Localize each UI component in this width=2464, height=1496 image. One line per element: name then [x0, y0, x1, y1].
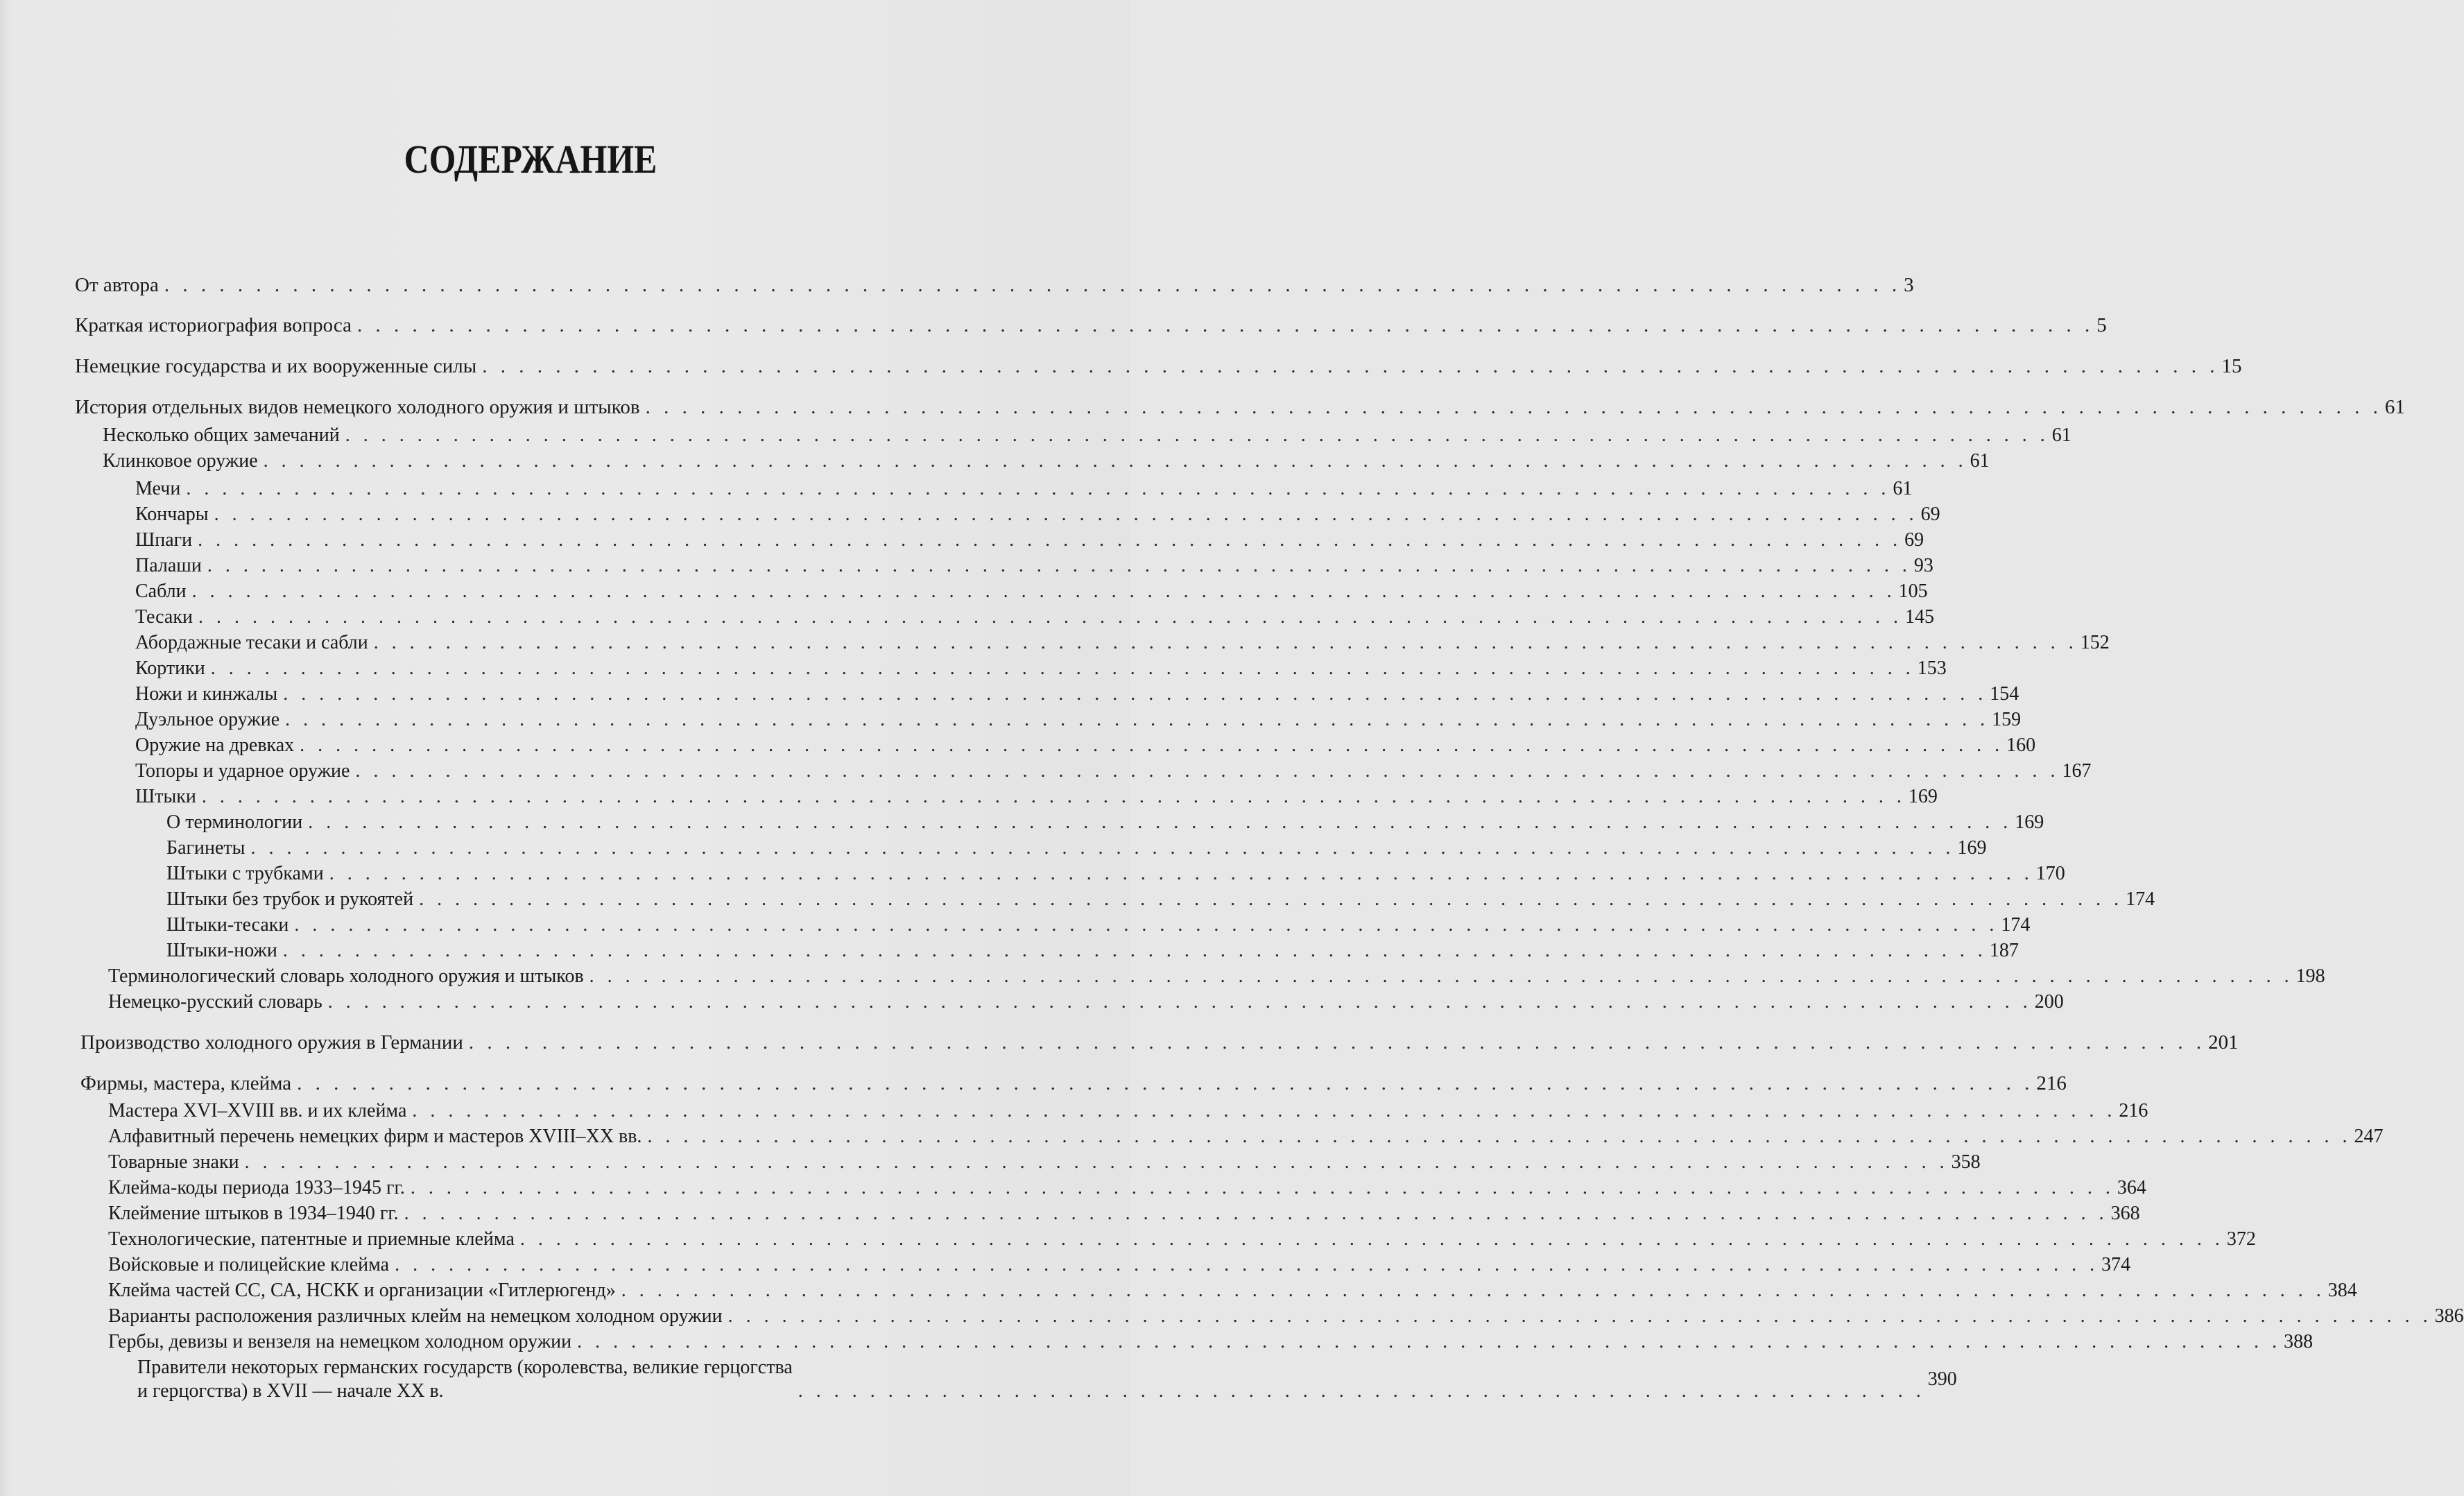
toc-entry-page: 152 — [2080, 632, 2110, 653]
toc-entry — [135, 554, 1933, 578]
toc-entry-page: 105 — [1898, 581, 1928, 602]
dot-leader: . . . . . . . . . . . . . . . . . . . . . . . . . . . . . . . . . . . . . . . . . . . . . . . . . . . . . . . . . . . . . . . . . . . . . . . . . . . . . . . . . . . . . . . . . . . . . . . — [345, 424, 2049, 446]
toc-entry-page: 15 — [2221, 355, 2242, 377]
toc-entry-label: Топоры и ударное оружие — [135, 760, 350, 782]
dot-leader: . . . . . . . . . . . . . . . . . . . . . . . . . . . . . . . . . . . . . . . . . . . . . . . . . . . . . . . . . . . . . . . . . . . . . . . . . . . . . . . . . . . . . . . . . . . . . . . — [282, 940, 1987, 961]
dot-leader: . . . . . . . . . . . . . . . . . . . . . . . . . . . . . . . . . . . . . . . . . . . . . . . . . . . . . . . . . . . . . . . . . . . . . . . . . . . . . . . . . . . . . . . . . . . . . . . — [191, 581, 1896, 602]
toc-entry — [166, 939, 2019, 963]
toc-entry-label: Мечи — [135, 478, 181, 499]
toc-entry-label: Тесаки — [135, 606, 193, 628]
toc-entry-label: Оружие на древках — [135, 734, 295, 756]
toc-entry — [166, 862, 2065, 886]
toc-entry-label: Алфавитный перечень немецких фирм и мастеров XVIII–XX вв. — [108, 1126, 642, 1147]
dot-leader: . . . . . . . . . . . . . . . . . . . . . . . . . . . . . . . . . . . . . . . . . . . . . . . . . . . . . . . . . . . . . . . . . . . . . . . . . . . . . . . . . . . . . . . . . . . . . . . — [410, 1177, 2114, 1198]
toc-entry — [108, 1202, 2140, 1226]
dot-leader: . . . . . . . . . . . . . . . . . . . . . . . . . . . . . . . . . . . . . . . . . . . . . . . . . . . . . . . . . . . . . . . . . . . . . . . . . . . . . . . . . . . . . . . . . . . . . . . — [201, 786, 1906, 807]
toc-entry-page: 174 — [2001, 914, 2031, 936]
toc-entry-label: Производство холодного оружия в Германии — [80, 1031, 463, 1054]
toc-entry-page: 200 — [2034, 991, 2064, 1013]
toc-entry — [108, 1151, 1981, 1174]
dot-leader: . . . . . . . . . . . . . . . . . . . . . . . . . . . . . . . . . . . . . . . . . . . . . . . . . . . . . . . . . . . . . . . . . . . . . . . . . . . . . . . . . . . . . . . . . . . . . . . — [412, 1100, 2117, 1121]
toc-entry-page: 198 — [2295, 965, 2325, 987]
toc-entry — [108, 965, 2325, 988]
toc-entry-label: Клинковое оружие — [103, 450, 258, 472]
dot-leader: . . . . . . . . . . . . . . . . . . . . . . . . . . . . . . . . . . . . . . . . . . . . . . . . . . . . . . . . . . . . . . . . . . . . . . . . . . . . . . . . . . . . . . . . . . . . . . . — [621, 1280, 2325, 1301]
toc-entry-page: 169 — [1908, 786, 1938, 807]
toc-entry-page: 174 — [2126, 888, 2155, 910]
toc-entry-label: Кортики — [135, 657, 205, 679]
toc-entry-label: Клеймение штыков в 1934–1940 гг. — [108, 1203, 399, 1224]
toc-entry — [80, 1031, 2239, 1054]
toc-entry — [108, 1125, 2384, 1149]
toc-entry-page: 201 — [2208, 1031, 2239, 1054]
toc-entry-page: 61 — [1970, 450, 1990, 472]
toc-entry-label: Ножи и кинжалы — [135, 683, 278, 705]
dot-leader: . . . . . . . . . . . . . . . . . . . . . . . . . . . . . . . . . . . . . . . . . . . . . . . . . . . . . . . . . . . . . . . . . . . . . . . . . . . . . . . . . . . . . . . . . . . . . . . — [294, 914, 1999, 936]
dot-leader: . . . . . . . . . . . . . . . . . . . . . . . . . . . . . . . . . . . . . . . . . . . . . . . . . . . . . . . . . . . . . . . . . . . . . . . . . . . . . . . . . . . . . . . . . . . . . . . — [373, 632, 2078, 653]
toc-entry-page: 368 — [2110, 1203, 2140, 1224]
toc-entry — [108, 1099, 2148, 1123]
toc-entry-page: 169 — [2015, 811, 2044, 833]
toc-entry-label: Штыки — [135, 786, 196, 807]
toc-entry — [137, 1356, 1957, 1403]
toc-entry-page: 160 — [2006, 734, 2036, 756]
dot-leader: . . . . . . . . . . . . . . . . . . . . . . . . . . . . . . . . . . . . . . . . . . . . . . . . . . . . . . . . . . . . . . . . . . . . . . . . . . . . . . . . . . . . . . . . . . . . . . . — [308, 811, 2013, 833]
toc-entry — [75, 395, 2405, 419]
toc-entry-label — [137, 1356, 793, 1403]
toc-entry-page: 69 — [1904, 529, 1924, 551]
toc-entry — [135, 708, 2022, 732]
toc-entry — [103, 449, 1990, 473]
toc-entry — [166, 811, 2044, 834]
dot-leader: . . . . . . . . . . . . . . . . . . . . . . . . . . . . . . . . . . . . . . . . . . . . . . . . . . . . . . . . . . . . . . . . . . . . . . . . . . . . . . . . . . . . . . . . . . . . . . . — [283, 683, 1988, 705]
dot-leader: . . . . . . . . . . . . . . . . . . . . . . . . . . . . . . . . . . . . . . . . . . . . . . . . . . . . . . . . . . . . . . . . . . . . . . . . . . . . . . . . . . . . . . . . . . . . . . . — [327, 991, 2032, 1013]
toc-entry-page: 247 — [2354, 1126, 2384, 1147]
toc-entry-label: Немецкие государства и их вооруженные силы — [75, 355, 477, 377]
toc-entry-label: Мастера XVI–XVIII вв. и их клейма — [108, 1100, 407, 1121]
toc-entry — [108, 1279, 2357, 1302]
toc-entry — [80, 1072, 2067, 1095]
toc-entry — [135, 528, 1924, 552]
toc-entry-label: Шпаги — [135, 529, 193, 551]
toc-entry-label: Штыки без трубок и рукоятей — [166, 888, 414, 910]
dot-leader: . . . . . . . . . . . . . . . . . . . . . . . . . . . . . . . . . . . . . . . . . . . . . . . . . . . . . . . . . . . . . . . . . . . . . . . . . . . . . . . . . . . . . . . . . . . . . . . — [727, 1305, 2432, 1327]
toc-entry-page: 159 — [1992, 709, 2022, 730]
toc-entry — [135, 682, 2019, 706]
toc-entry — [108, 1176, 2146, 1200]
dot-leader: . . . . . . . . . . . . . . . . . . . . . . . . . . . . . . . . . . . . . . . . . . . . . . . . . . . . . . . . . . . . . . . . . . . . . . . . . . . . . . . . . . . . . . . . . . . . . . . — [645, 396, 2382, 418]
dot-leader: . . . . . . . . . . . . . . . . . . . . . . . . . . . . . . . . . . . . . . . . . . . . . . . . . . . . . . . . . . . . . . . . . . . . . . . . . . . . . . . . . . . . . . . . . . . . . . . — [300, 734, 2004, 756]
toc-entry-label: Абордажные тесаки и сабли — [135, 632, 368, 653]
toc-entry-page: 5 — [2096, 314, 2107, 336]
toc-entry — [135, 734, 2036, 757]
toc-entry-label: Клейма-коды периода 1933–1945 гг. — [108, 1177, 405, 1198]
toc-entry — [135, 631, 2110, 655]
toc-entry-label: Сабли — [135, 581, 187, 602]
toc-entry-page: 169 — [1957, 837, 1987, 859]
toc-entry — [108, 1228, 2256, 1251]
toc-entry — [75, 313, 2107, 337]
toc-entry-page: 61 — [1893, 478, 1913, 499]
toc-entry-label: Краткая историография вопроса — [75, 314, 352, 336]
page-title: СОДЕРЖАНИЕ — [404, 137, 657, 182]
toc-entry-label: От автора — [75, 274, 159, 296]
dot-leader: . . . . . . . . . . . . . . . . . . . . . . . . . . . . . . . . . . . . . . . . . . . . . . . . . . . . . . . . . . . . . . . . . . . . . . . . . . . . . . . . . . . . . . . . . . . . . . . — [356, 314, 2094, 336]
toc-entry-label: Варианты расположения различных клейм на немецком холодном оружии — [108, 1305, 723, 1327]
dot-leader: . . . . . . . . . . . . . . . . . . . . . . . . . . . . . . . . . . . . . . . . . . . . . . . . . . . . . . . . . . . . . . . — [798, 1380, 1925, 1402]
toc-entry — [166, 836, 1987, 860]
toc-entry-page: 154 — [1990, 683, 2019, 705]
toc-entry-label: Палаши — [135, 555, 202, 576]
toc-entry — [166, 888, 2155, 911]
toc-entry — [75, 354, 2242, 378]
toc-entry-label: О терминологии — [166, 811, 303, 833]
toc-entry-label: Товарные знаки — [108, 1151, 239, 1173]
toc-entry-page: 93 — [1913, 555, 1933, 576]
toc-entry-label: Немецко-русский словарь — [108, 991, 322, 1013]
dot-leader: . . . . . . . . . . . . . . . . . . . . . . . . . . . . . . . . . . . . . . . . . . . . . . . . . . . . . . . . . . . . . . . . . . . . . . . . . . . . . . . . . . . . . . . . . . . . . . . — [329, 863, 2033, 884]
dot-leader: . . . . . . . . . . . . . . . . . . . . . . . . . . . . . . . . . . . . . . . . . . . . . . . . . . . . . . . . . . . . . . . . . . . . . . . . . . . . . . . . . . . . . . . . . . . . . . . — [250, 837, 1955, 859]
toc-entry-page: 374 — [2101, 1254, 2131, 1275]
toc-entry — [135, 503, 1940, 526]
toc-entry-page: 69 — [1920, 504, 1940, 525]
toc-entry-page: 187 — [1989, 940, 2019, 961]
dot-leader: . . . . . . . . . . . . . . . . . . . . . . . . . . . . . . . . . . . . . . . . . . . . . . . . . . . . . . . . . . . . . . . . . . . . . . . . . . . . . . . . . . . . . . . . . . . . . . . — [482, 355, 2219, 377]
toc-entry-label: Технологические, патентные и приемные клейма — [108, 1228, 515, 1250]
toc-entry-label: Несколько общих замечаний — [103, 424, 340, 446]
dot-leader: . . . . . . . . . . . . . . . . . . . . . . . . . . . . . . . . . . . . . . . . . . . . . . . . . . . . . . . . . . . . . . . . . . . . . . . . . . . . . . . . . . . . . . . . . . . . . . . — [404, 1203, 2108, 1224]
dot-leader: . . . . . . . . . . . . . . . . . . . . . . . . . . . . . . . . . . . . . . . . . . . . . . . . . . . . . . . . . . . . . . . . . . . . . . . . . . . . . . . . . . . . . . . . . . . . . . . — [198, 529, 1902, 551]
toc-entry-label: Штыки-ножи — [166, 940, 277, 961]
toc-entry — [108, 1305, 2464, 1328]
toc-entry-label: Войсковые и полицейские клейма — [108, 1254, 390, 1275]
toc-entry — [135, 759, 2092, 783]
toc-entry-page: 216 — [2119, 1100, 2148, 1121]
toc-entry-page: 372 — [2226, 1228, 2256, 1250]
dot-leader: . . . . . . . . . . . . . . . . . . . . . . . . . . . . . . . . . . . . . . . . . . . . . . . . . . . . . . . . . . . . . . . . . . . . . . . . . . . . . . . . . . . . . . . . . . . . . . . — [214, 504, 1918, 525]
toc-entry — [135, 477, 1913, 501]
toc-entry — [108, 1253, 2131, 1277]
toc-entry-page: 3 — [1904, 274, 1914, 296]
dot-leader: . . . . . . . . . . . . . . . . . . . . . . . . . . . . . . . . . . . . . . . . . . . . . . . . . . . . . . . . . . . . . . . . . . . . . . . . . . . . . . . . . . . . . . . . . . . . . . . — [210, 657, 1915, 679]
dot-leader: . . . . . . . . . . . . . . . . . . . . . . . . . . . . . . . . . . . . . . . . . . . . . . . . . . . . . . . . . . . . . . . . . . . . . . . . . . . . . . . . . . . . . . . . . . . . . . . — [468, 1031, 2206, 1054]
dot-leader: . . . . . . . . . . . . . . . . . . . . . . . . . . . . . . . . . . . . . . . . . . . . . . . . . . . . . . . . . . . . . . . . . . . . . . . . . . . . . . . . . . . . . . . . . . . . . . . — [589, 965, 2293, 987]
toc-entry-label: Багинеты — [166, 837, 245, 859]
dot-leader: . . . . . . . . . . . . . . . . . . . . . . . . . . . . . . . . . . . . . . . . . . . . . . . . . . . . . . . . . . . . . . . . . . . . . . . . . . . . . . . . . . . . . . . . . . . . . . . — [419, 888, 2123, 910]
toc-entry-page: 384 — [2327, 1280, 2357, 1301]
toc-entry-page: 170 — [2035, 863, 2065, 884]
toc-entry-page: 216 — [2036, 1072, 2067, 1094]
toc-entry-label: Кончары — [135, 504, 209, 525]
dot-leader: . . . . . . . . . . . . . . . . . . . . . . . . . . . . . . . . . . . . . . . . . . . . . . . . . . . . . . . . . . . . . . . . . . . . . . . . . . . . . . . . . . . . . . . . . . . . . . . — [263, 450, 1967, 472]
dot-leader: . . . . . . . . . . . . . . . . . . . . . . . . . . . . . . . . . . . . . . . . . . . . . . . . . . . . . . . . . . . . . . . . . . . . . . . . . . . . . . . . . . . . . . . . . . . . . . . — [355, 760, 2060, 782]
toc-entry-label: История отдельных видов немецкого холодного оружия и штыков — [75, 396, 640, 418]
dot-leader: . . . . . . . . . . . . . . . . . . . . . . . . . . . . . . . . . . . . . . . . . . . . . . . . . . . . . . . . . . . . . . . . . . . . . . . . . . . . . . . . . . . . . . . . . . . . . . . — [244, 1151, 1949, 1173]
toc-entry-page: 61 — [2051, 424, 2071, 446]
dot-leader: . . . . . . . . . . . . . . . . . . . . . . . . . . . . . . . . . . . . . . . . . . . . . . . . . . . . . . . . . . . . . . . . . . . . . . . . . . . . . . . . . . . . . . . . . . . . . . . — [519, 1228, 2224, 1250]
toc-entry — [75, 273, 1914, 297]
toc-entry-page: 358 — [1951, 1151, 1981, 1173]
toc-entry-page: 61 — [2384, 396, 2405, 418]
dot-leader: . . . . . . . . . . . . . . . . . . . . . . . . . . . . . . . . . . . . . . . . . . . . . . . . . . . . . . . . . . . . . . . . . . . . . . . . . . . . . . . . . . . . . . . . . . . . . . . — [164, 274, 1902, 296]
dot-leader: . . . . . . . . . . . . . . . . . . . . . . . . . . . . . . . . . . . . . . . . . . . . . . . . . . . . . . . . . . . . . . . . . . . . . . . . . . . . . . . . . . . . . . . . . . . . . . . — [186, 478, 1890, 499]
toc-entry — [108, 1330, 2314, 1354]
toc-entry-label: Фирмы, мастера, клейма — [80, 1072, 292, 1094]
dot-leader: . . . . . . . . . . . . . . . . . . . . . . . . . . . . . . . . . . . . . . . . . . . . . . . . . . . . . . . . . . . . . . . . . . . . . . . . . . . . . . . . . . . . . . . . . . . . . . . — [285, 709, 1990, 730]
toc-entry-page: 388 — [2284, 1331, 2314, 1352]
toc-entry — [135, 657, 1947, 680]
toc-entry-label: Терминологический словарь холодного оружия и штыков — [108, 965, 584, 987]
toc-entry-page: 364 — [2117, 1177, 2146, 1198]
toc-entry-page: 167 — [2062, 760, 2092, 782]
dot-leader: . . . . . . . . . . . . . . . . . . . . . . . . . . . . . . . . . . . . . . . . . . . . . . . . . . . . . . . . . . . . . . . . . . . . . . . . . . . . . . . . . . . . . . . . . . . . . . . — [198, 606, 1902, 628]
dot-leader: . . . . . . . . . . . . . . . . . . . . . . . . . . . . . . . . . . . . . . . . . . . . . . . . . . . . . . . . . . . . . . . . . . . . . . . . . . . . . . . . . . . . . . . . . . . . . . . — [647, 1126, 2352, 1147]
toc-entry — [103, 424, 2071, 447]
toc-entry — [135, 785, 1938, 809]
dot-leader: . . . . . . . . . . . . . . . . . . . . . . . . . . . . . . . . . . . . . . . . . . . . . . . . . . . . . . . . . . . . . . . . . . . . . . . . . . . . . . . . . . . . . . . . . . . . . . . — [395, 1254, 2099, 1275]
toc-entry-page: 386 — [2434, 1305, 2464, 1327]
dot-leader: . . . . . . . . . . . . . . . . . . . . . . . . . . . . . . . . . . . . . . . . . . . . . . . . . . . . . . . . . . . . . . . . . . . . . . . . . . . . . . . . . . . . . . . . . . . . . . . — [207, 555, 1911, 576]
toc-entry-label: Штыки с трубками — [166, 863, 324, 884]
toc-entry-label-line2: и герцогства) в XVII — начале XX в. — [137, 1380, 444, 1402]
toc-entry-label: Гербы, девизы и вензеля на немецком холодном оружии — [108, 1331, 572, 1352]
toc-entry-page: 390 — [1927, 1368, 1957, 1390]
dot-leader: . . . . . . . . . . . . . . . . . . . . . . . . . . . . . . . . . . . . . . . . . . . . . . . . . . . . . . . . . . . . . . . . . . . . . . . . . . . . . . . . . . . . . . . . . . . . . . . — [297, 1072, 2034, 1094]
toc-entry-page: 153 — [1917, 657, 1947, 679]
toc-entry-label: Штыки-тесаки — [166, 914, 289, 936]
toc-entry-label: Дуэльное оружие — [135, 709, 280, 730]
toc-entry — [135, 605, 1934, 629]
toc-entry-label: Клейма частей СС, СА, НСКК и организации «Гитлерюгенд» — [108, 1280, 616, 1301]
toc-entry — [108, 990, 2064, 1014]
toc-entry — [166, 913, 2031, 937]
toc-entry-page: 145 — [1904, 606, 1934, 628]
toc-entry-label-line1: Правители некоторых германских государств (королевства, великие герцогства — [137, 1357, 793, 1378]
dot-leader: . . . . . . . . . . . . . . . . . . . . . . . . . . . . . . . . . . . . . . . . . . . . . . . . . . . . . . . . . . . . . . . . . . . . . . . . . . . . . . . . . . . . . . . . . . . . . . . — [577, 1331, 2282, 1352]
toc-entry — [135, 580, 1928, 603]
